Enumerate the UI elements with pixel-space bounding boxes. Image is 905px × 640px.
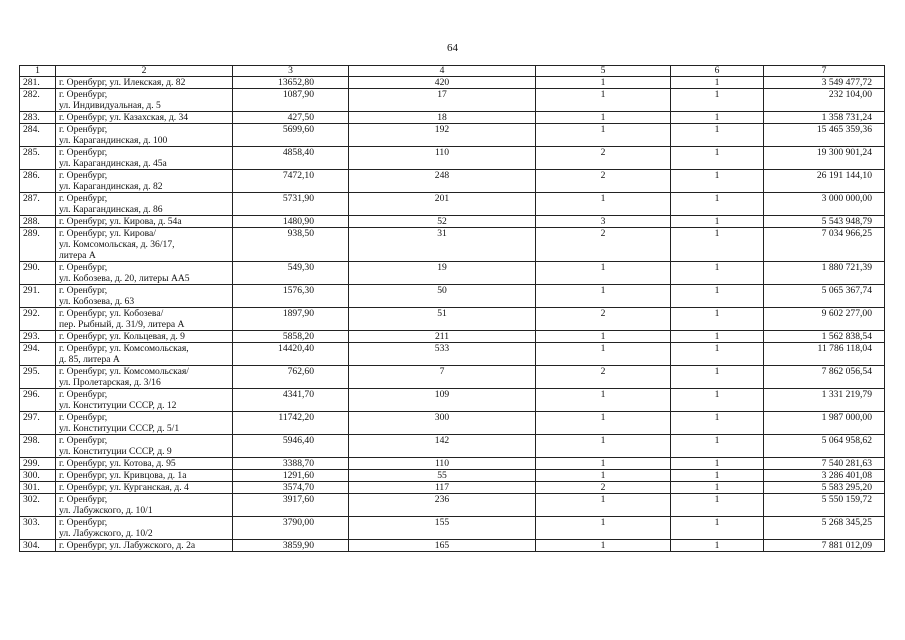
col6-cell: 1 [671,482,764,494]
col5-cell: 1 [536,262,671,285]
address-cell: г. Оренбург, ул. Лабужского, д. 2а [56,540,233,552]
header-cell: 1 [20,66,56,77]
address-cell: г. Оренбург, ул. Кобозева, д. 63 [56,285,233,308]
address-cell: г. Оренбург, ул. Карагандинская, д. 45а [56,147,233,170]
area-cell: 762,60 [233,366,349,389]
col6-cell: 1 [671,366,764,389]
col6-cell: 1 [671,343,764,366]
residents-cell: 55 [349,470,536,482]
area-cell: 3859,90 [233,540,349,552]
area-cell: 1576,30 [233,285,349,308]
row-number: 291. [20,285,56,308]
table-body [20,77,885,552]
table-row [20,540,885,552]
row-number: 286. [20,170,56,193]
col5-cell: 2 [536,170,671,193]
area-cell: 1291,60 [233,470,349,482]
area-cell: 5731,90 [233,193,349,216]
row-number: 293. [20,331,56,343]
amount-cell: 5 268 345,25 [764,517,885,540]
col5-cell: 1 [536,77,671,89]
address-cell: г. Оренбург, ул. Лабужского, д. 10/2 [56,517,233,540]
row-number: 304. [20,540,56,552]
address-cell: г. Оренбург, ул. Комсомольская, д. 85, литера А [56,343,233,366]
col6-cell: 1 [671,112,764,124]
residents-cell: 236 [349,494,536,517]
area-cell: 3790,00 [233,517,349,540]
table-row [20,412,885,435]
area-cell: 14420,40 [233,343,349,366]
col5-cell: 1 [536,389,671,412]
address-cell: г. Оренбург, ул. Карагандинская, д. 82 [56,170,233,193]
table-row [20,366,885,389]
amount-cell: 232 104,00 [764,89,885,112]
residents-cell: 51 [349,308,536,331]
table-row [20,435,885,458]
amount-cell: 11 786 118,04 [764,343,885,366]
row-number: 297. [20,412,56,435]
residents-cell: 300 [349,412,536,435]
col5-cell: 2 [536,308,671,331]
address-cell: г. Оренбург, ул. Курганская, д. 4 [56,482,233,494]
col5-cell: 2 [536,482,671,494]
table-row [20,470,885,482]
table-row [20,77,885,89]
residents-cell: 7 [349,366,536,389]
row-number: 288. [20,216,56,228]
residents-cell: 165 [349,540,536,552]
table-header [20,66,885,77]
col6-cell: 1 [671,285,764,308]
area-cell: 4341,70 [233,389,349,412]
col6-cell: 1 [671,216,764,228]
address-cell: г. Оренбург, ул. Конституции СССР, д. 12 [56,389,233,412]
table-row [20,262,885,285]
row-number: 292. [20,308,56,331]
row-number: 299. [20,458,56,470]
row-number: 289. [20,228,56,262]
table-row [20,124,885,147]
amount-cell: 5 065 367,74 [764,285,885,308]
row-number: 298. [20,435,56,458]
col6-cell: 1 [671,262,764,285]
residents-cell: 110 [349,147,536,170]
col5-cell: 2 [536,147,671,170]
header-cell: 7 [764,66,885,77]
col6-cell: 1 [671,147,764,170]
area-cell: 5946,40 [233,435,349,458]
residents-cell: 109 [349,389,536,412]
residents-cell: 201 [349,193,536,216]
address-cell: г. Оренбург, ул. Илекская, д. 82 [56,77,233,89]
table-row [20,193,885,216]
amount-cell: 7 862 056,54 [764,366,885,389]
col5-cell: 1 [536,193,671,216]
row-number: 285. [20,147,56,170]
col5-cell: 1 [536,458,671,470]
col5-cell: 2 [536,366,671,389]
address-cell: г. Оренбург, ул. Кобозева/ пер. Рыбный, д. 31/9, литера А [56,308,233,331]
residents-cell: 248 [349,170,536,193]
amount-cell: 3 549 477,72 [764,77,885,89]
row-number: 281. [20,77,56,89]
table-row [20,285,885,308]
table-row [20,482,885,494]
residents-cell: 17 [349,89,536,112]
col5-cell: 3 [536,216,671,228]
address-cell: г. Оренбург, ул. Конституции СССР, д. 5/1 [56,412,233,435]
residents-cell: 117 [349,482,536,494]
area-cell: 11742,20 [233,412,349,435]
table-row [20,389,885,412]
address-cell: г. Оренбург, ул. Кольцевая, д. 9 [56,331,233,343]
residents-cell: 52 [349,216,536,228]
page-number: 64 [447,42,458,54]
col5-cell: 1 [536,112,671,124]
area-cell: 4858,40 [233,147,349,170]
col5-cell: 1 [536,331,671,343]
table-row [20,458,885,470]
table-row [20,517,885,540]
row-number: 294. [20,343,56,366]
header-cell: 3 [233,66,349,77]
row-number: 296. [20,389,56,412]
area-cell: 3574,70 [233,482,349,494]
header-cell: 5 [536,66,671,77]
col6-cell: 1 [671,124,764,147]
row-number: 302. [20,494,56,517]
row-number: 300. [20,470,56,482]
col6-cell: 1 [671,308,764,331]
amount-cell: 5 550 159,72 [764,494,885,517]
address-cell: г. Оренбург, ул. Кривцова, д. 1а [56,470,233,482]
amount-cell: 7 540 281,63 [764,458,885,470]
data-table [19,65,885,552]
amount-cell: 7 034 966,25 [764,228,885,262]
row-number: 290. [20,262,56,285]
residents-cell: 110 [349,458,536,470]
address-cell: г. Оренбург, ул. Конституции СССР, д. 9 [56,435,233,458]
residents-cell: 192 [349,124,536,147]
col6-cell: 1 [671,228,764,262]
col6-cell: 1 [671,435,764,458]
row-number: 287. [20,193,56,216]
col6-cell: 1 [671,77,764,89]
col5-cell: 1 [536,517,671,540]
row-number: 295. [20,366,56,389]
amount-cell: 1 562 838,54 [764,331,885,343]
col5-cell: 1 [536,470,671,482]
col6-cell: 1 [671,540,764,552]
table-row [20,331,885,343]
amount-cell: 3 286 401,08 [764,470,885,482]
header-row [20,66,885,77]
amount-cell: 9 602 277,00 [764,308,885,331]
area-cell: 427,50 [233,112,349,124]
area-cell: 1897,90 [233,308,349,331]
row-number: 282. [20,89,56,112]
col5-cell: 1 [536,412,671,435]
residents-cell: 211 [349,331,536,343]
area-cell: 5858,20 [233,331,349,343]
col6-cell: 1 [671,470,764,482]
amount-cell: 1 331 219,79 [764,389,885,412]
address-cell: г. Оренбург, ул. Комсомольская/ ул. Пролетарская, д. 3/16 [56,366,233,389]
area-cell: 3917,60 [233,494,349,517]
address-cell: г. Оренбург, ул. Кирова, д. 54а [56,216,233,228]
amount-cell: 5 583 295,20 [764,482,885,494]
table-row [20,228,885,262]
amount-cell: 1 358 731,24 [764,112,885,124]
col6-cell: 1 [671,193,764,216]
residents-cell: 420 [349,77,536,89]
row-number: 284. [20,124,56,147]
col6-cell: 1 [671,170,764,193]
row-number: 283. [20,112,56,124]
table-row [20,494,885,517]
area-cell: 1087,90 [233,89,349,112]
table-row [20,147,885,170]
col5-cell: 1 [536,124,671,147]
amount-cell: 1 987 000,00 [764,412,885,435]
col5-cell: 1 [536,540,671,552]
table-row [20,308,885,331]
row-number: 303. [20,517,56,540]
residents-cell: 142 [349,435,536,458]
address-cell: г. Оренбург, ул. Карагандинская, д. 100 [56,124,233,147]
address-cell: г. Оренбург, ул. Котова, д. 95 [56,458,233,470]
address-cell: г. Оренбург, ул. Лабужского, д. 10/1 [56,494,233,517]
residents-cell: 533 [349,343,536,366]
address-cell: г. Оренбург, ул. Кирова/ ул. Комсомольская, д. 36/17, литера А [56,228,233,262]
area-cell: 938,50 [233,228,349,262]
row-number: 301. [20,482,56,494]
col6-cell: 1 [671,389,764,412]
amount-cell: 3 000 000,00 [764,193,885,216]
residents-cell: 19 [349,262,536,285]
amount-cell: 7 881 012,09 [764,540,885,552]
area-cell: 1480,90 [233,216,349,228]
area-cell: 5699,60 [233,124,349,147]
col6-cell: 1 [671,412,764,435]
amount-cell: 15 465 359,36 [764,124,885,147]
residents-cell: 18 [349,112,536,124]
residents-cell: 155 [349,517,536,540]
col5-cell: 2 [536,228,671,262]
address-cell: г. Оренбург, ул. Кобозева, д. 20, литеры АА5 [56,262,233,285]
table-row [20,343,885,366]
table-row [20,89,885,112]
area-cell: 13652,80 [233,77,349,89]
table-row [20,170,885,193]
area-cell: 549,30 [233,262,349,285]
residents-cell: 31 [349,228,536,262]
address-cell: г. Оренбург, ул. Карагандинская, д. 86 [56,193,233,216]
amount-cell: 1 880 721,39 [764,262,885,285]
col5-cell: 1 [536,343,671,366]
col5-cell: 1 [536,435,671,458]
col6-cell: 1 [671,517,764,540]
amount-cell: 5 543 948,79 [764,216,885,228]
amount-cell: 19 300 901,24 [764,147,885,170]
table-row [20,112,885,124]
area-cell: 7472,10 [233,170,349,193]
col6-cell: 1 [671,494,764,517]
col5-cell: 1 [536,494,671,517]
table-row [20,216,885,228]
area-cell: 3388,70 [233,458,349,470]
address-cell: г. Оренбург, ул. Индивидуальная, д. 5 [56,89,233,112]
col5-cell: 1 [536,285,671,308]
header-cell: 4 [349,66,536,77]
address-cell: г. Оренбург, ул. Казахская, д. 34 [56,112,233,124]
header-cell: 2 [56,66,233,77]
col5-cell: 1 [536,89,671,112]
amount-cell: 5 064 958,62 [764,435,885,458]
residents-cell: 50 [349,285,536,308]
col6-cell: 1 [671,331,764,343]
col6-cell: 1 [671,458,764,470]
col6-cell: 1 [671,89,764,112]
header-cell: 6 [671,66,764,77]
amount-cell: 26 191 144,10 [764,170,885,193]
